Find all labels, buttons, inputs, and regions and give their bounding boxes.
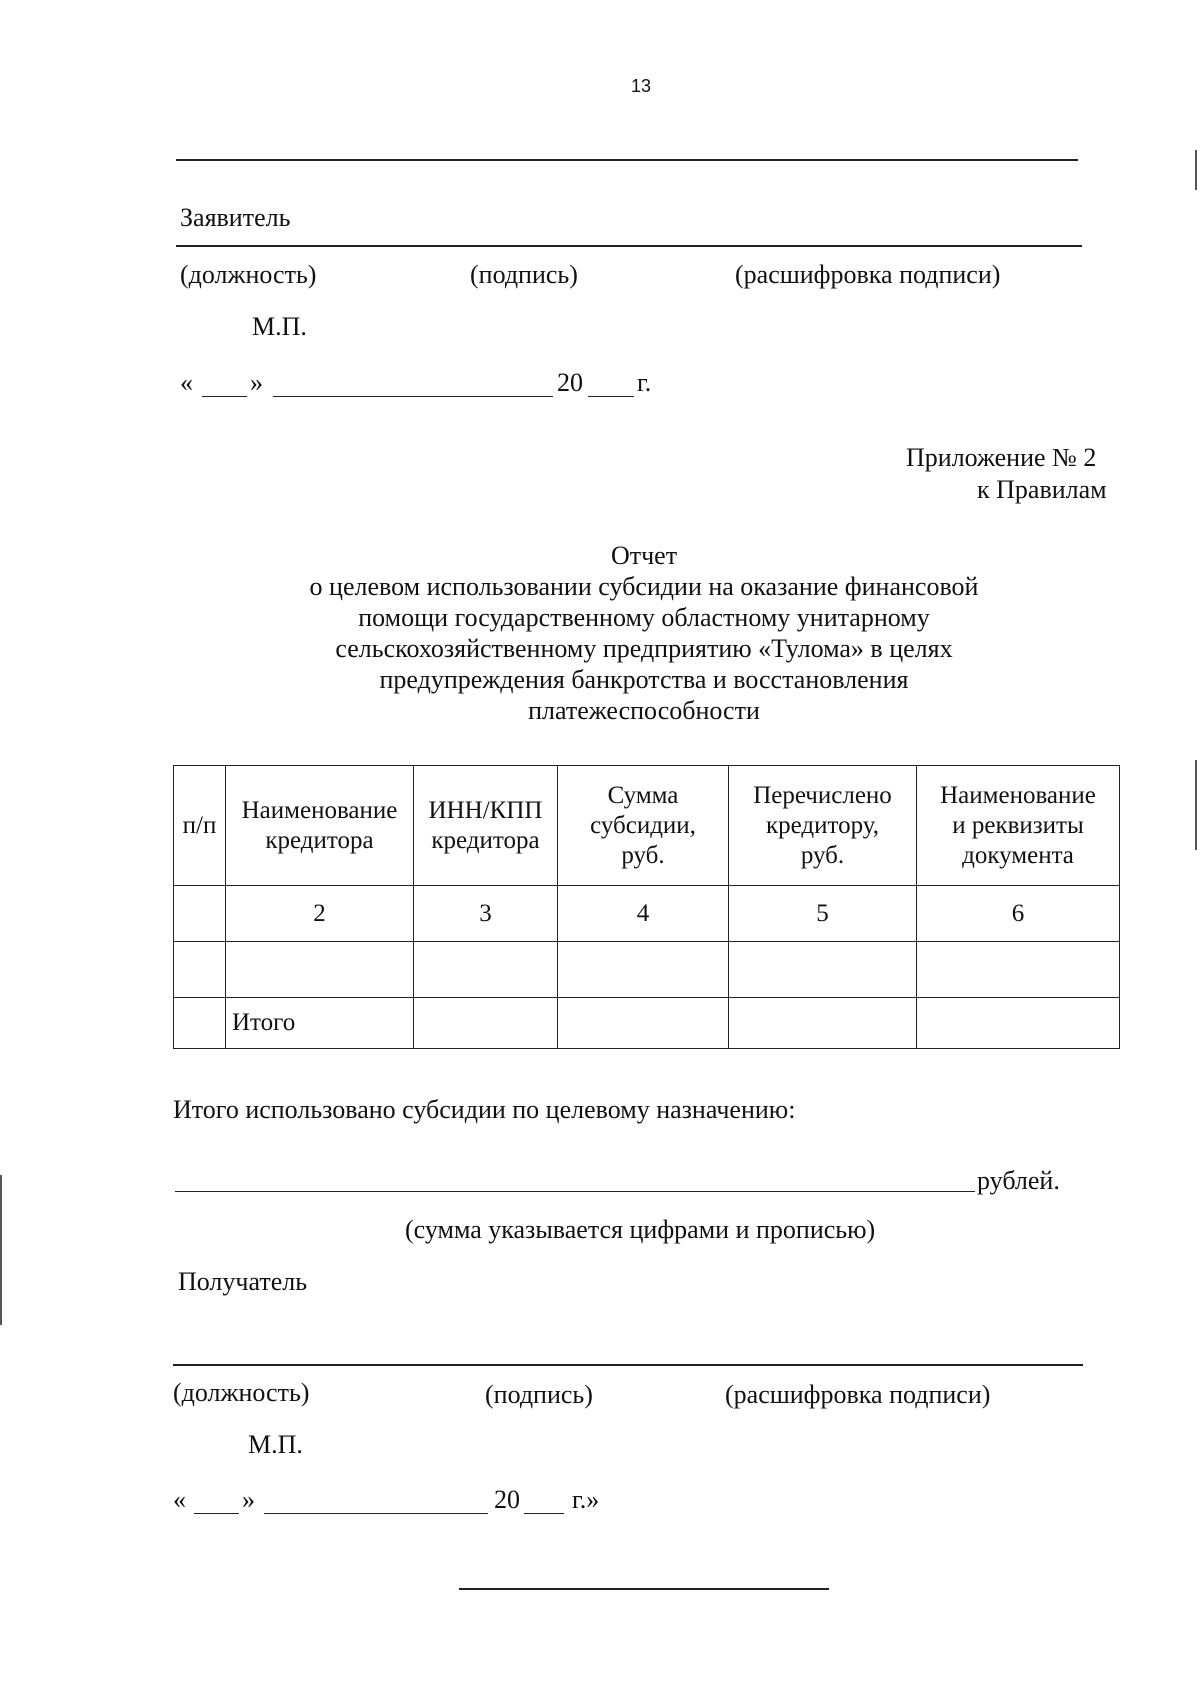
report-subtitle-line: платежеспособности bbox=[528, 696, 760, 725]
table-cell bbox=[226, 942, 414, 998]
header-cell-document: Наименование и реквизиты документа bbox=[917, 766, 1120, 886]
table-cell bbox=[174, 998, 226, 1049]
recipient-position-caption: (должность) bbox=[173, 1378, 310, 1407]
total-amount-line bbox=[175, 1191, 975, 1192]
total-amount-hint: (сумма указывается цифрами и прописью) bbox=[405, 1215, 876, 1244]
total-label-cell: Итого bbox=[226, 998, 414, 1049]
recipient-signature-caption: (подпись) bbox=[485, 1380, 593, 1409]
date-year-prefix: 20 bbox=[494, 1485, 520, 1514]
report-subtitle-line: о целевом использовании субсидии на оказание финансовой bbox=[309, 572, 979, 601]
page-number: 13 bbox=[631, 76, 652, 96]
date-close-quote: » bbox=[242, 1485, 255, 1514]
table-total-row bbox=[174, 998, 1120, 1049]
recipient-signature-decoding-caption: (расшифровка подписи) bbox=[725, 1380, 991, 1409]
appendix-reference: к Правилам bbox=[977, 475, 1107, 504]
report-subtitle-line: помощи государственному областному унитарному bbox=[358, 603, 930, 632]
table-numbering-row bbox=[174, 886, 1120, 942]
date-year-suffix: г.» bbox=[572, 1485, 600, 1514]
table-cell bbox=[414, 942, 558, 998]
year-blank-line bbox=[524, 1513, 564, 1514]
date-open-quote: « bbox=[173, 1485, 186, 1514]
report-table bbox=[173, 765, 1120, 1049]
month-blank-line bbox=[264, 1513, 488, 1514]
table-cell bbox=[414, 998, 558, 1049]
header-cell-subsidy-amount: Сумма субсидии, руб. bbox=[558, 766, 729, 886]
applicant-label: Заявитель bbox=[180, 203, 291, 232]
applicant-stamp: М.П. bbox=[252, 312, 307, 341]
appendix-number: Приложение № 2 bbox=[906, 443, 1097, 472]
date-close-quote: » bbox=[250, 368, 263, 397]
applicant-signature-decoding-caption: (расшифровка подписи) bbox=[735, 260, 1001, 289]
table-cell bbox=[729, 998, 917, 1049]
date-year-prefix: 20 bbox=[557, 368, 583, 397]
table-cell bbox=[174, 942, 226, 998]
table-cell bbox=[558, 942, 729, 998]
scan-edge-mark bbox=[0, 1175, 2, 1325]
report-title bbox=[180, 540, 1108, 726]
year-blank-line bbox=[588, 396, 634, 397]
report-subtitle-line: предупреждения банкротства и восстановления bbox=[379, 665, 909, 694]
closing-divider-line bbox=[459, 1588, 829, 1590]
table-cell bbox=[174, 886, 226, 942]
table-cell: 3 bbox=[414, 886, 558, 942]
day-blank-line bbox=[202, 396, 247, 397]
top-divider-line bbox=[176, 159, 1078, 161]
month-blank-line bbox=[273, 396, 553, 397]
day-blank-line bbox=[194, 1513, 239, 1514]
table-cell: 6 bbox=[917, 886, 1120, 942]
applicant-signature-caption: (подпись) bbox=[470, 260, 578, 289]
report-heading: Отчет bbox=[610, 541, 678, 570]
table-cell: 4 bbox=[558, 886, 729, 942]
applicant-signature-line bbox=[176, 245, 1082, 247]
report-subtitle-line: сельскохозяйственному предприятию «Тулома» в целях bbox=[335, 634, 953, 663]
recipient-signature-line bbox=[173, 1364, 1083, 1366]
recipient-label: Получатель bbox=[178, 1267, 308, 1296]
date-year-suffix: г. bbox=[637, 368, 652, 397]
date-open-quote: « bbox=[180, 368, 193, 397]
total-used-text: Итого использовано субсидии по целевому назначению: bbox=[173, 1095, 796, 1124]
table-cell bbox=[917, 942, 1120, 998]
header-cell-transferred: Перечислено кредитору, руб. bbox=[729, 766, 917, 886]
recipient-stamp: М.П. bbox=[248, 1430, 303, 1459]
scan-edge-mark bbox=[1195, 760, 1197, 850]
header-cell-inn-kpp: ИНН/КПП кредитора bbox=[414, 766, 558, 886]
header-cell-index: п/п bbox=[174, 766, 226, 886]
scan-edge-mark bbox=[1195, 150, 1197, 190]
applicant-position-caption: (должность) bbox=[180, 260, 317, 289]
total-currency-label: рублей. bbox=[977, 1166, 1060, 1195]
table-cell: 2 bbox=[226, 886, 414, 942]
table-header-row bbox=[174, 766, 1120, 886]
table-cell: 5 bbox=[729, 886, 917, 942]
table-cell bbox=[729, 942, 917, 998]
table-row bbox=[174, 942, 1120, 998]
header-cell-creditor-name: Наименование кредитора bbox=[226, 766, 414, 886]
table-cell bbox=[558, 998, 729, 1049]
table-cell bbox=[917, 998, 1120, 1049]
